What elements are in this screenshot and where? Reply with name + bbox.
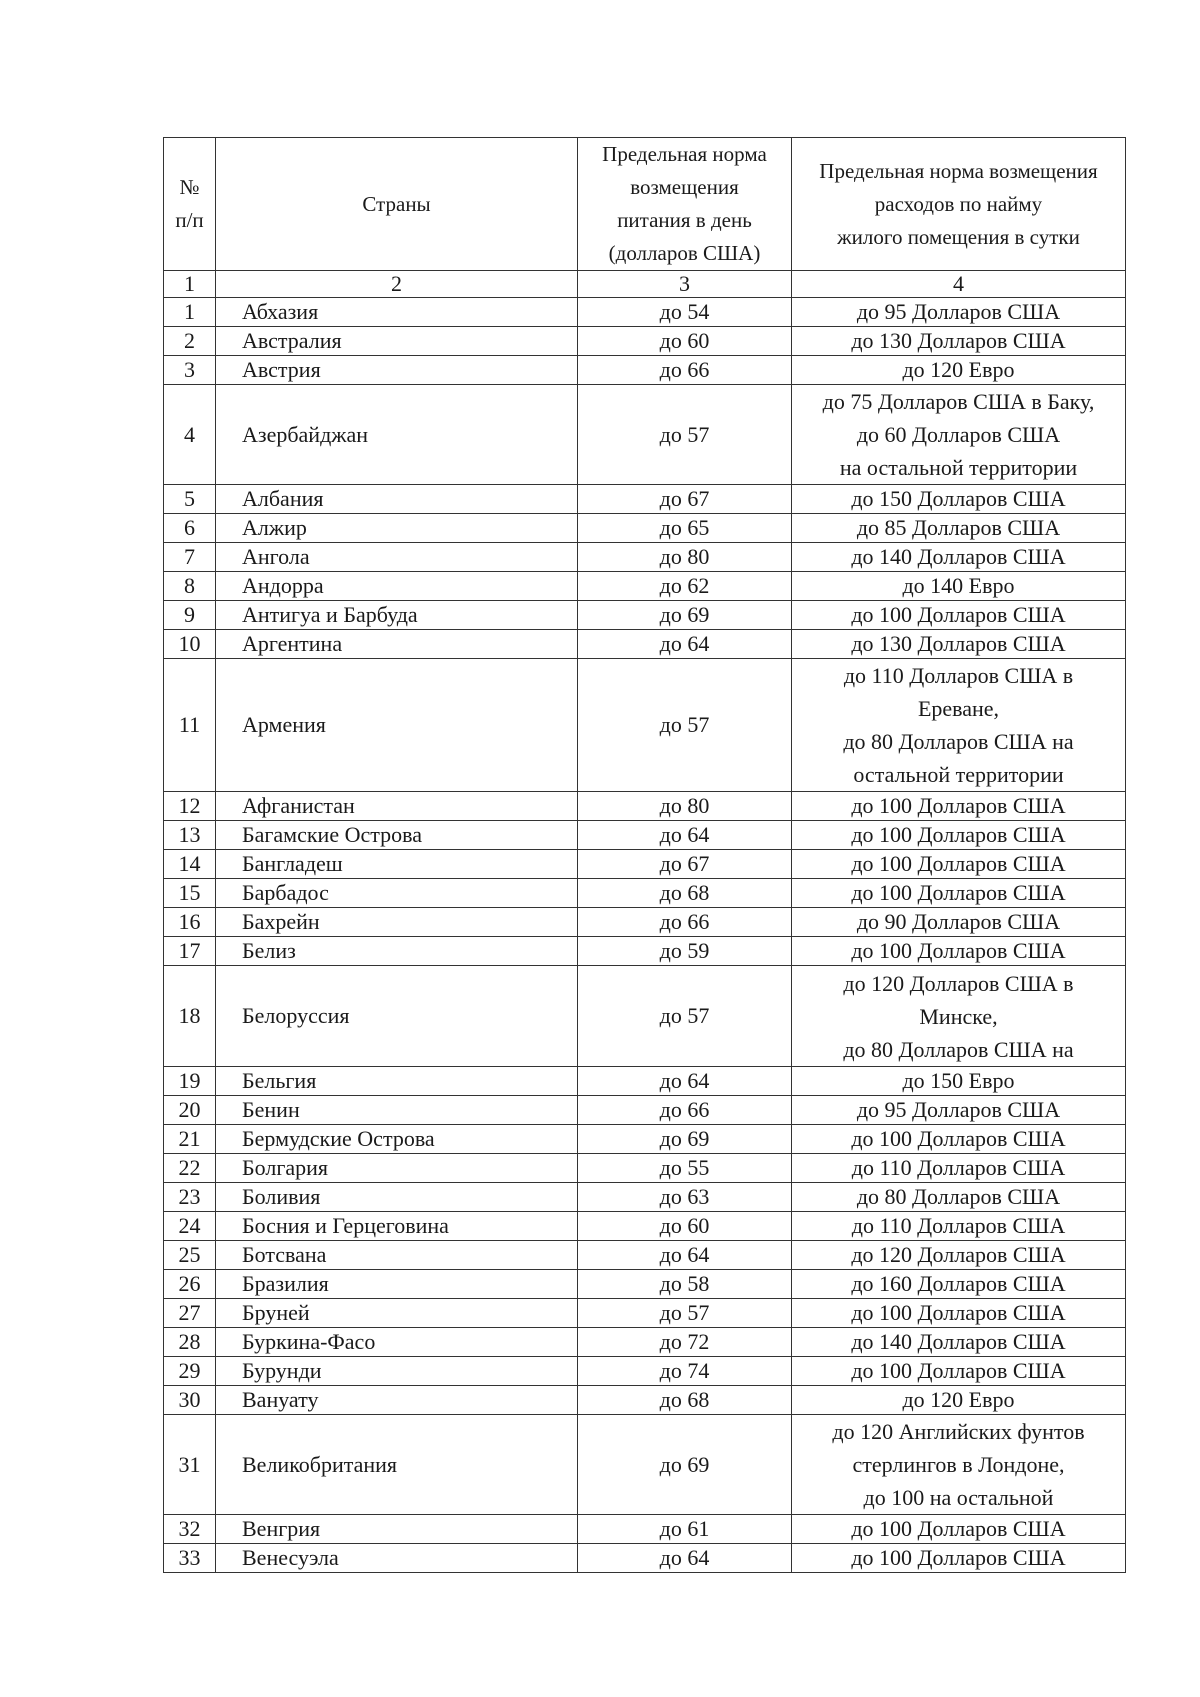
- food-norm: до 80: [578, 543, 792, 572]
- row-number: 19: [164, 1067, 216, 1096]
- table-row: [164, 298, 1126, 327]
- country-name: Белоруссия: [216, 966, 578, 1067]
- row-number: 23: [164, 1183, 216, 1212]
- table-row: [164, 1299, 1126, 1328]
- table-row: [164, 1067, 1126, 1096]
- food-norm: до 65: [578, 514, 792, 543]
- country-name: Азербайджан: [216, 385, 578, 485]
- housing-norm: до 100 Долларов США: [792, 821, 1126, 850]
- column-index: 1: [164, 271, 216, 298]
- country-name: Австралия: [216, 327, 578, 356]
- country-name: Багамские Острова: [216, 821, 578, 850]
- food-norm: до 66: [578, 1096, 792, 1125]
- country-name: Белиз: [216, 937, 578, 966]
- row-number: 3: [164, 356, 216, 385]
- housing-norm: до 130 Долларов США: [792, 630, 1126, 659]
- table-row: [164, 1515, 1126, 1544]
- row-number: 11: [164, 659, 216, 792]
- table-row: [164, 514, 1126, 543]
- header-number: № п/п: [164, 138, 216, 271]
- table-row: [164, 1386, 1126, 1415]
- header-housing-norm: Предельная норма возмещения расходов по найму жилого помещения в сутки: [792, 138, 1126, 271]
- table-row: [164, 356, 1126, 385]
- food-norm: до 54: [578, 298, 792, 327]
- row-number: 33: [164, 1544, 216, 1573]
- row-number: 4: [164, 385, 216, 485]
- country-name: Барбадос: [216, 879, 578, 908]
- housing-norm: до 95 Долларов США: [792, 1096, 1126, 1125]
- country-name: Бахрейн: [216, 908, 578, 937]
- row-number: 22: [164, 1154, 216, 1183]
- food-norm: до 66: [578, 908, 792, 937]
- country-name: Албания: [216, 485, 578, 514]
- housing-norm: до 100 Долларов США: [792, 1544, 1126, 1573]
- table-row: [164, 821, 1126, 850]
- country-name: Алжир: [216, 514, 578, 543]
- housing-norm: до 90 Долларов США: [792, 908, 1126, 937]
- housing-norm: до 100 Долларов США: [792, 1299, 1126, 1328]
- column-index: 4: [792, 271, 1126, 298]
- food-norm: до 72: [578, 1328, 792, 1357]
- housing-norm: до 100 Долларов США: [792, 601, 1126, 630]
- housing-norm: до 120 Английских фунтов стерлингов в Лондоне, до 100 на остальной: [792, 1415, 1126, 1515]
- housing-norm: до 100 Долларов США: [792, 1515, 1126, 1544]
- housing-norm: до 100 Долларов США: [792, 792, 1126, 821]
- table-body: [164, 298, 1126, 1573]
- food-norm: до 55: [578, 1154, 792, 1183]
- housing-norm: до 140 Долларов США: [792, 1328, 1126, 1357]
- country-name: Бурунди: [216, 1357, 578, 1386]
- food-norm: до 62: [578, 572, 792, 601]
- row-number: 12: [164, 792, 216, 821]
- food-norm: до 64: [578, 821, 792, 850]
- housing-norm: до 95 Долларов США: [792, 298, 1126, 327]
- food-norm: до 69: [578, 601, 792, 630]
- table-row: [164, 1544, 1126, 1573]
- row-number: 15: [164, 879, 216, 908]
- country-name: Босния и Герцеговина: [216, 1212, 578, 1241]
- row-number: 7: [164, 543, 216, 572]
- table-row: [164, 385, 1126, 485]
- housing-norm: до 140 Евро: [792, 572, 1126, 601]
- row-number: 30: [164, 1386, 216, 1415]
- country-name: Бруней: [216, 1299, 578, 1328]
- row-number: 26: [164, 1270, 216, 1299]
- housing-norm: до 150 Евро: [792, 1067, 1126, 1096]
- country-name: Абхазия: [216, 298, 578, 327]
- housing-norm: до 110 Долларов США: [792, 1154, 1126, 1183]
- housing-norm: до 140 Долларов США: [792, 543, 1126, 572]
- table-row: [164, 908, 1126, 937]
- table-row: [164, 1154, 1126, 1183]
- country-name: Буркина-Фасо: [216, 1328, 578, 1357]
- row-number: 14: [164, 850, 216, 879]
- row-number: 6: [164, 514, 216, 543]
- housing-norm: до 100 Долларов США: [792, 1125, 1126, 1154]
- country-name: Бразилия: [216, 1270, 578, 1299]
- table-row: [164, 601, 1126, 630]
- country-name: Венесуэла: [216, 1544, 578, 1573]
- row-number: 9: [164, 601, 216, 630]
- housing-norm: до 100 Долларов США: [792, 879, 1126, 908]
- housing-norm: до 150 Долларов США: [792, 485, 1126, 514]
- food-norm: до 64: [578, 1067, 792, 1096]
- food-norm: до 63: [578, 1183, 792, 1212]
- housing-norm: до 110 Долларов США: [792, 1212, 1126, 1241]
- housing-norm: до 100 Долларов США: [792, 937, 1126, 966]
- row-number: 17: [164, 937, 216, 966]
- food-norm: до 58: [578, 1270, 792, 1299]
- row-number: 5: [164, 485, 216, 514]
- housing-norm: до 160 Долларов США: [792, 1270, 1126, 1299]
- housing-norm: до 110 Долларов США в Ереване, до 80 Долларов США на остальной территории: [792, 659, 1126, 792]
- food-norm: до 74: [578, 1357, 792, 1386]
- row-number: 29: [164, 1357, 216, 1386]
- country-name: Вануату: [216, 1386, 578, 1415]
- country-name: Антигуа и Барбуда: [216, 601, 578, 630]
- row-number: 32: [164, 1515, 216, 1544]
- table-row: [164, 659, 1126, 792]
- table-row: [164, 327, 1126, 356]
- row-number: 8: [164, 572, 216, 601]
- column-index: 2: [216, 271, 578, 298]
- country-name: Аргентина: [216, 630, 578, 659]
- row-number: 28: [164, 1328, 216, 1357]
- row-number: 13: [164, 821, 216, 850]
- row-number: 2: [164, 327, 216, 356]
- row-number: 25: [164, 1241, 216, 1270]
- food-norm: до 68: [578, 1386, 792, 1415]
- table-row: [164, 937, 1126, 966]
- country-name: Бермудские Острова: [216, 1125, 578, 1154]
- table-row: [164, 1328, 1126, 1357]
- country-name: Бангладеш: [216, 850, 578, 879]
- food-norm: до 69: [578, 1415, 792, 1515]
- table-row: [164, 1241, 1126, 1270]
- food-norm: до 68: [578, 879, 792, 908]
- housing-norm: до 120 Евро: [792, 1386, 1126, 1415]
- food-norm: до 57: [578, 659, 792, 792]
- housing-norm: до 100 Долларов США: [792, 850, 1126, 879]
- food-norm: до 60: [578, 1212, 792, 1241]
- table-row: [164, 1183, 1126, 1212]
- country-name: Афганистан: [216, 792, 578, 821]
- food-norm: до 69: [578, 1125, 792, 1154]
- table-row: [164, 879, 1126, 908]
- country-name: Бенин: [216, 1096, 578, 1125]
- table-row: [164, 850, 1126, 879]
- country-name: Венгрия: [216, 1515, 578, 1544]
- housing-norm: до 120 Долларов США: [792, 1241, 1126, 1270]
- table-row: [164, 1357, 1126, 1386]
- table-row: [164, 1270, 1126, 1299]
- country-name: Бельгия: [216, 1067, 578, 1096]
- housing-norm: до 130 Долларов США: [792, 327, 1126, 356]
- reimbursement-norms-table: [163, 137, 1126, 1573]
- housing-norm: до 75 Долларов США в Баку, до 60 Долларов США на остальной территории: [792, 385, 1126, 485]
- food-norm: до 64: [578, 1544, 792, 1573]
- row-number: 21: [164, 1125, 216, 1154]
- food-norm: до 59: [578, 937, 792, 966]
- housing-norm: до 80 Долларов США: [792, 1183, 1126, 1212]
- table-row: [164, 966, 1126, 1067]
- header-country: Страны: [216, 138, 578, 271]
- country-name: Великобритания: [216, 1415, 578, 1515]
- country-name: Австрия: [216, 356, 578, 385]
- country-name: Ботсвана: [216, 1241, 578, 1270]
- table-row: [164, 1415, 1126, 1515]
- table-row: [164, 572, 1126, 601]
- table-row: [164, 1212, 1126, 1241]
- housing-norm: до 120 Евро: [792, 356, 1126, 385]
- row-number: 20: [164, 1096, 216, 1125]
- header-food-norm: Предельная норма возмещения питания в день (долларов США): [578, 138, 792, 271]
- food-norm: до 64: [578, 1241, 792, 1270]
- country-name: Армения: [216, 659, 578, 792]
- housing-norm: до 85 Долларов США: [792, 514, 1126, 543]
- food-norm: до 80: [578, 792, 792, 821]
- row-number: 24: [164, 1212, 216, 1241]
- food-norm: до 57: [578, 966, 792, 1067]
- row-number: 16: [164, 908, 216, 937]
- food-norm: до 64: [578, 630, 792, 659]
- table-row: [164, 1096, 1126, 1125]
- country-name: Боливия: [216, 1183, 578, 1212]
- row-number: 1: [164, 298, 216, 327]
- country-name: Ангола: [216, 543, 578, 572]
- table-row: [164, 792, 1126, 821]
- row-number: 18: [164, 966, 216, 1067]
- country-name: Андорра: [216, 572, 578, 601]
- table-row: [164, 630, 1126, 659]
- table-row: [164, 543, 1126, 572]
- country-name: Болгария: [216, 1154, 578, 1183]
- food-norm: до 66: [578, 356, 792, 385]
- housing-norm: до 120 Долларов США в Минске, до 80 Долларов США на: [792, 966, 1126, 1067]
- table-row: [164, 1125, 1126, 1154]
- food-norm: до 67: [578, 850, 792, 879]
- row-number: 31: [164, 1415, 216, 1515]
- food-norm: до 61: [578, 1515, 792, 1544]
- food-norm: до 67: [578, 485, 792, 514]
- food-norm: до 57: [578, 385, 792, 485]
- food-norm: до 57: [578, 1299, 792, 1328]
- housing-norm: до 100 Долларов США: [792, 1357, 1126, 1386]
- row-number: 27: [164, 1299, 216, 1328]
- row-number: 10: [164, 630, 216, 659]
- food-norm: до 60: [578, 327, 792, 356]
- table-row: [164, 485, 1126, 514]
- column-index: 3: [578, 271, 792, 298]
